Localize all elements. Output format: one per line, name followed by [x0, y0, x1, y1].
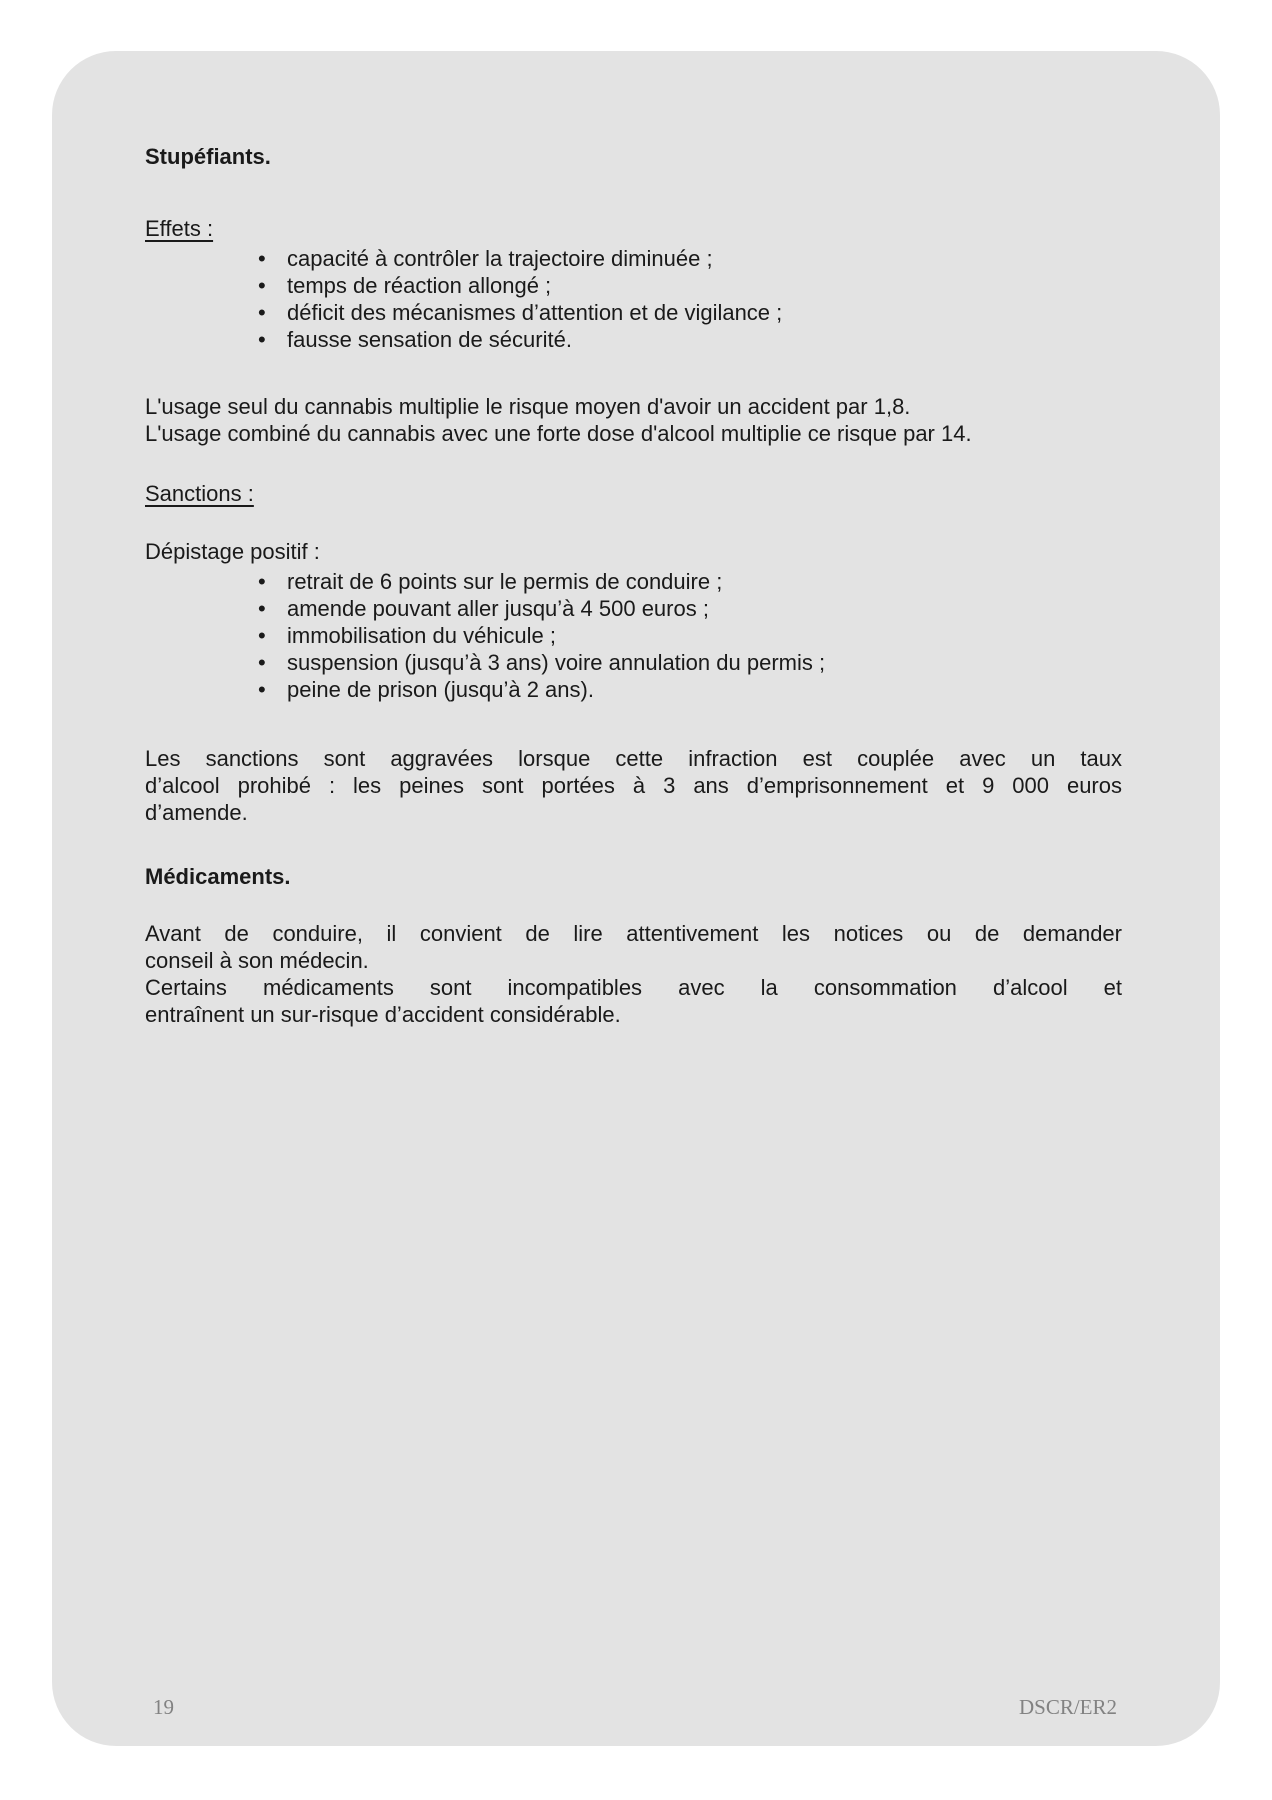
cannabis-risk-line: L'usage combiné du cannabis avec une forte dose d'alcool multiplie ce risque par 14. — [145, 421, 972, 446]
list-item: • capacité à contrôler la trajectoire diminuée ; — [145, 245, 1122, 272]
page-footer — [153, 1695, 1117, 1720]
sanctions-heading: Sanctions : — [145, 481, 254, 506]
section-title-stupefiants: Stupéfiants. — [145, 144, 271, 169]
list-item: • suspension (jusqu’à 3 ans) voire annulation du permis ; — [145, 649, 1122, 676]
medicaments-line: entraînent un sur-risque d’accident considérable. — [145, 1002, 621, 1027]
page-sheet — [52, 51, 1220, 1746]
cannabis-risk-paragraph — [145, 393, 1122, 447]
aggravated-sanctions-line: d’amende. — [145, 800, 248, 825]
section-title-medicaments: Médicaments. — [145, 864, 291, 889]
effects-heading: Effets : — [145, 216, 214, 241]
medicaments-line: Certains médicaments sont incompatibles avec la consommation d’alcool et — [145, 975, 1122, 1000]
page-content — [145, 143, 1122, 1028]
list-item: • retrait de 6 points sur le permis de conduire ; — [145, 568, 1122, 595]
sanctions-list — [145, 568, 1122, 703]
medicaments-line: Avant de conduire, il convient de lire attentivement les notices ou de demander — [145, 921, 1122, 946]
cannabis-risk-line: L'usage seul du cannabis multiplie le risque moyen d'avoir un accident par 1,8. — [145, 394, 911, 419]
list-item: • temps de réaction allongé ; — [145, 272, 1122, 299]
medicaments-line: conseil à son médecin. — [145, 948, 369, 973]
medicaments-paragraph — [145, 920, 1122, 1028]
list-item: • peine de prison (jusqu’à 2 ans). — [145, 676, 1122, 703]
page-number: 19 — [153, 1695, 174, 1719]
effects-list — [145, 245, 1122, 353]
aggravated-sanctions-line: d’alcool prohibé : les peines sont portées à 3 ans d’emprisonnement et 9 000 euros — [145, 773, 1122, 798]
list-item: • fausse sensation de sécurité. — [145, 326, 1122, 353]
list-item: • amende pouvant aller jusqu’à 4 500 euros ; — [145, 595, 1122, 622]
aggravated-sanctions-line: Les sanctions sont aggravées lorsque cette infraction est couplée avec un taux — [145, 746, 1122, 771]
document-reference: DSCR/ER2 — [1018, 1695, 1117, 1719]
list-item: • déficit des mécanismes d’attention et de vigilance ; — [145, 299, 1122, 326]
aggravated-sanctions-paragraph — [145, 745, 1122, 826]
screening-label: Dépistage positif : — [145, 539, 320, 564]
list-item: • immobilisation du véhicule ; — [145, 622, 1122, 649]
